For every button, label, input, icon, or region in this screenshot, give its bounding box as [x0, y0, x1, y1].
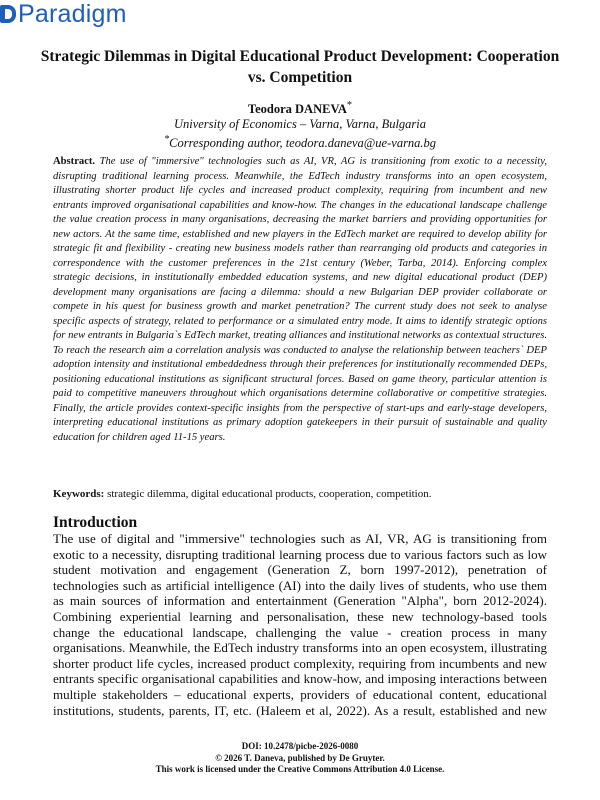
doi-link[interactable]: DOI: 10.2478/picbe-2026-0080 — [241, 741, 359, 751]
paradigm-logo-icon — [0, 4, 14, 24]
abstract — [53, 155, 547, 445]
keywords-text: strategic dilemma, digital educational products, cooperation, competition. — [107, 488, 432, 500]
publisher-logo — [0, 0, 127, 28]
page-footer — [0, 741, 600, 776]
keywords — [53, 487, 547, 501]
author-affiliation: University of Economics – Varna, Varna, Bulgaria — [173, 117, 427, 132]
abstract-text: The use of "immersive" technologies such as AI, VR, AG is transitioning from exotic to a necessity, disrupting traditional learning process. Meanwhile, the EdTech industry transforms into an open ecosystem, illustrating shorter product life cycles and increased product complexity, requiring from incumbent and new entrants improved organisational capabilities and know-how. The changes in the educational landscape challenge the value creation process in many organisations, decreasing the market barriers and providing opportunities for new actors. At the same time, established and new players in the EdTech market are required to develop ability for strategic fit and flexibility - creating new business models rather than rearranging old products and categories in correspondence with the customer preferences in the 21st century (Weber, Tarba, 2014). Enforcing complex strategic decisions, in institutionally embedded education systems, and new digital educational product (DEP) development many organisations are facing a dilemma: should a new Bulgarian DEP provider collaborate or compete in his quest for business growth and market penetration? The current study does not seek to analyse specific aspects of strategy, related to performance or a simulated entry mode. It aims to identify strategic options for new entrants in Bulgaria`s EdTech market, treating alliances and institutional networks as contextual structures. To reach the research aim a correlation analysis was conducted to analyse the relationship between teachers` DEP adoption intensity and institutional embeddedness through their preferences for institutionally recommended DEPs, positioning educational institutions as significant structural forces. Based on game theory, particular attention is paid to competitive maneuvers throughout which organisations determine collaborative or competitive strategies. Finally, the article provides context-specific insights from the perspective of start-ups and early-stage developers, interpreting educational institutions as primary adoption gatekeepers in their pursuit of sustainable and quality education for children aged 11-15 years. — [53, 156, 547, 443]
keywords-label: Keywords: — [53, 488, 105, 500]
abstract-label: Abstract. — [53, 156, 96, 167]
author-block — [40, 98, 560, 151]
introduction-heading: Introduction — [53, 514, 138, 531]
corresponding-line — [40, 132, 560, 151]
corresponding-marker: * — [163, 134, 170, 146]
corresponding-author: Corresponding author, teodora.daneva@ue-varna.bg — [169, 136, 437, 151]
copyright-line: © 2026 T. Daneva, published by De Gruyter. — [215, 752, 385, 763]
author-marker: * — [346, 100, 353, 111]
article-title: Strategic Dilemmas in Digital Educational Product Development: Cooperation vs. Competition — [40, 48, 560, 86]
introduction-text: The use of digital and "immersive" technologies such as AI, VR, AG is transitioning from exotic to a necessity, disrupting traditional learning process due to various factors such as low student motivation and engagement (Generation Z, born 1997-2012), penetration of technologies such as artificial intelligence (AI) into the daily lives of students, who use them as main sources of information and entertainment (Generation "Alpha", born 2012-2024). Combining experiential learning and personalisation, these new technology-based tools change the educational landscape, challenging the value - creation process in many organisations. Meanwhile, the EdTech industry transforms into an open ecosystem, illustrating shorter product life cycles, increased product complexity, requiring from incumbents and new entrants specific organisational capabilities and know-how, and imposing interactions between multiple stakeholders – educational experts, providers of educational content, educational institutions, students, parents, IT, etc. (Haleem et al, 2022). As a result, established and new — [53, 531, 547, 718]
license-line[interactable]: This work is licensed under the Creative Commons Attribution 4.0 License. — [155, 764, 445, 774]
author-line — [40, 98, 560, 117]
author-name: Teodora DANEVA — [247, 102, 347, 117]
publisher-logo-text: Paradigm — [18, 0, 127, 28]
